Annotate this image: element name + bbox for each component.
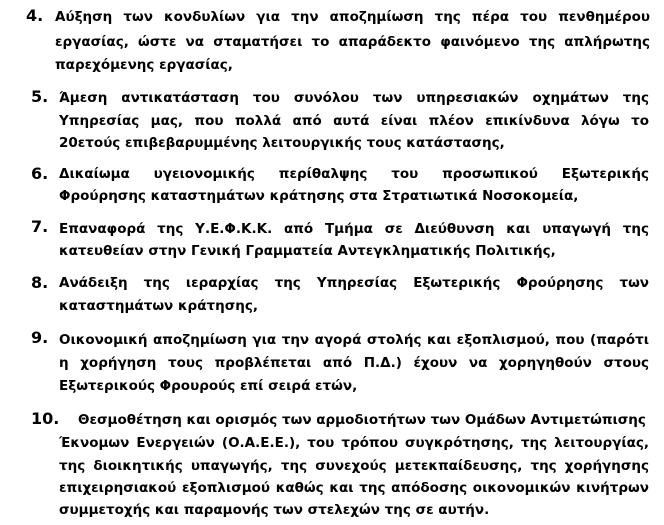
item-text-line: Έκνομων Ενεργειών (Ο.Α.Ε.Ε.), του τρόπου συγκρότησης, της λειτουργίας, [59, 435, 649, 451]
item-text-line: επιχειρησιακού εξοπλισμού καθώς και της απόδοσης οικονομικών κινήτρων [59, 480, 649, 496]
item-text-line: της διοικητικής υπαγωγής, της συνεχούς μετεκπαίδευσης, της χορήγησης [59, 458, 649, 474]
item-text-line: Δικαίωμα υγειονομικής περίθαλψης του προσωπικού Εξωτερικής [59, 166, 649, 182]
item-number: 9. [31, 328, 49, 347]
item-number: 8. [31, 273, 49, 292]
item-text-line: Επαναφορά της Υ.Ε.Φ.Κ.Κ. από Τμήμα σε Διεύθυνση και υπαγωγή της [59, 221, 649, 237]
item-text-line: καταστημάτων κράτησης, [59, 298, 258, 314]
item-text-line: εργασίας, ώστε να σταματήσει το απαράδεκτο φαινόμενο της απλήρωτης [55, 34, 650, 50]
item-text-line: Άμεση αντικατάσταση του συνόλου των υπηρεσιακών οχημάτων της [59, 90, 649, 106]
item-number: 7. [31, 217, 49, 236]
item-text-line: 20ετούς επιβεβαρυμμένης λειτουργικής τους κατάστασης, [59, 135, 505, 151]
item-text-line: κατευθείαν στην Γενική Γραμματεία Αντεγκληματικής Πολιτικής, [59, 243, 556, 259]
item-text-line: παρεχόμενης εργασίας, [55, 57, 233, 73]
item-text-line: Θεσμοθέτηση και ορισμός των αρμοδιοτήτων των Ομάδων Αντιμετώπισης [78, 412, 646, 428]
item-number: 4. [26, 6, 44, 25]
item-text-line: Αύξηση των κονδυλίων για την αποζημίωση της πέρα του πενθημέρου [55, 9, 650, 25]
item-text-line: Ανάδειξη της ιεραρχίας της Υπηρεσίας Εξωτερικής Φρούρησης των [59, 275, 649, 291]
item-number: 10. [31, 409, 60, 428]
item-text-line: Εξωτερικούς Φρουρούς επί σειρά ετών, [59, 378, 358, 394]
item-number: 6. [31, 164, 49, 183]
item-text-line: Φρούρησης καταστημάτων κράτησης στα Στρατιωτικά Νοσοκομεία, [59, 188, 579, 204]
item-number: 5. [31, 87, 49, 106]
item-text-line: Οικονομική αποζημίωση για την αγορά στολής και εξοπλισμού, που (παρότι [59, 332, 649, 348]
item-text-line: Υπηρεσίας μας, που πολλά από αυτά είναι πλέον επικίνδυνα λόγω το [59, 113, 649, 129]
item-text-line: συμμετοχής και παραμονής των στελεχών της σε αυτήν. [59, 502, 490, 518]
item-text-line: η χορήγηση τους προβλέπεται από Π.Δ.) έχουν να χορηγηθούν στους [59, 355, 649, 371]
